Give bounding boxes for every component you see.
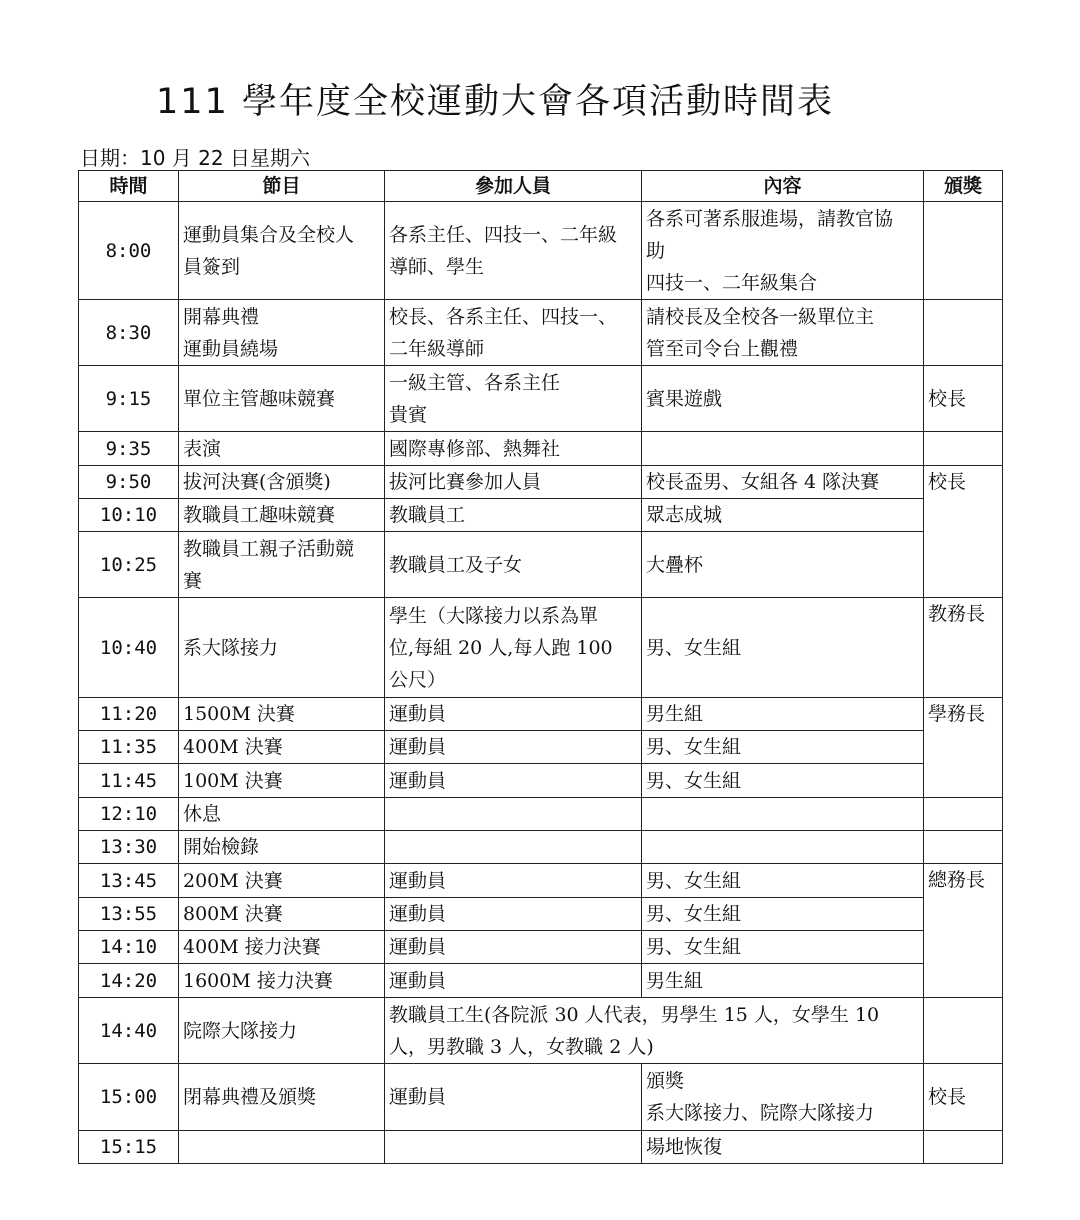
participants-cell xyxy=(385,300,642,366)
table-row xyxy=(79,831,1003,864)
award-cell: 總務長 xyxy=(924,864,1003,998)
participants-line: 各系主任、四技一、二年級 xyxy=(389,223,618,246)
program-cell: 休息 xyxy=(179,798,385,831)
content-cell: 男、女生組 xyxy=(642,731,924,764)
program-line: 賽 xyxy=(183,569,203,592)
award-cell xyxy=(924,831,1003,864)
participants-content-cell xyxy=(385,998,924,1064)
participants-cell xyxy=(385,831,642,864)
event-date: 日期：10 月 22 日星期六 xyxy=(80,146,310,170)
table-row xyxy=(79,366,1003,432)
table-row xyxy=(79,998,1003,1064)
program-cell xyxy=(179,532,385,598)
time-cell: 13:55 xyxy=(79,898,179,931)
participants-cell: 教職員工及子女 xyxy=(385,532,642,598)
participants-line: 人，男教職 3 人，女教職 2 人) xyxy=(389,1035,654,1058)
participants-cell: 運動員 xyxy=(385,864,642,898)
participants-line: 貴賓 xyxy=(389,403,428,426)
program-cell xyxy=(179,202,385,300)
program-cell: 400M 決賽 xyxy=(179,731,385,764)
award-cell xyxy=(924,798,1003,831)
page-title: 111 學年度全校運動大會各項活動時間表 xyxy=(156,82,834,122)
content-cell: 男、女生組 xyxy=(642,931,924,964)
table-row xyxy=(79,898,1003,931)
time-cell: 11:45 xyxy=(79,764,179,798)
program-cell: 開始檢錄 xyxy=(179,831,385,864)
program-cell: 表演 xyxy=(179,432,385,466)
table-row xyxy=(79,466,1003,499)
award-cell: 學務長 xyxy=(924,698,1003,798)
participants-cell: 運動員 xyxy=(385,731,642,764)
participants-cell: 運動員 xyxy=(385,1064,642,1131)
time-cell: 10:10 xyxy=(79,499,179,532)
header-content: 內容 xyxy=(642,171,924,202)
time-cell: 9:35 xyxy=(79,432,179,466)
table-row xyxy=(79,1131,1003,1164)
program-cell: 閉幕典禮及頒獎 xyxy=(179,1064,385,1131)
content-cell: 男、女生組 xyxy=(642,764,924,798)
content-line: 管至司令台上觀禮 xyxy=(646,337,799,360)
time-cell: 10:25 xyxy=(79,532,179,598)
table-row xyxy=(79,598,1003,698)
award-cell xyxy=(924,998,1003,1064)
participants-cell xyxy=(385,366,642,432)
table-row xyxy=(79,202,1003,300)
program-line: 運動員集合及全校人 xyxy=(183,223,355,246)
participants-line: 校長、各系主任、四技一、 xyxy=(389,305,618,328)
participants-cell: 運動員 xyxy=(385,764,642,798)
content-line: 請校長及全校各一級單位主 xyxy=(646,305,875,328)
content-cell: 男、女生組 xyxy=(642,898,924,931)
program-line: 開幕典禮 xyxy=(183,305,260,328)
participants-cell: 教職員工 xyxy=(385,499,642,532)
table-row xyxy=(79,300,1003,366)
program-cell xyxy=(179,1131,385,1164)
time-cell: 14:40 xyxy=(79,998,179,1064)
content-cell xyxy=(642,432,924,466)
content-cell: 男生組 xyxy=(642,698,924,731)
program-line: 員簽到 xyxy=(183,255,241,278)
participants-cell: 運動員 xyxy=(385,898,642,931)
participants-cell: 運動員 xyxy=(385,964,642,998)
participants-cell: 國際專修部、熱舞社 xyxy=(385,432,642,466)
participants-line: 學生（大隊接力以系為單 xyxy=(389,604,599,627)
program-cell: 1600M 接力決賽 xyxy=(179,964,385,998)
participants-cell: 運動員 xyxy=(385,931,642,964)
time-cell: 11:35 xyxy=(79,731,179,764)
content-cell: 校長盃男、女組各 4 隊決賽 xyxy=(642,466,924,499)
award-cell: 校長 xyxy=(924,1064,1003,1131)
participants-cell xyxy=(385,1131,642,1164)
table-row xyxy=(79,931,1003,964)
participants-cell xyxy=(385,202,642,300)
time-cell: 8:00 xyxy=(79,202,179,300)
program-line: 運動員繞場 xyxy=(183,337,279,360)
award-cell xyxy=(924,1131,1003,1164)
table-row xyxy=(79,499,1003,532)
header-time: 時間 xyxy=(79,171,179,202)
table-row xyxy=(79,798,1003,831)
time-cell: 10:40 xyxy=(79,598,179,698)
program-cell: 200M 決賽 xyxy=(179,864,385,898)
header-participants: 參加人員 xyxy=(385,171,642,202)
content-cell: 場地恢復 xyxy=(642,1131,924,1164)
participants-line: 導師、學生 xyxy=(389,255,485,278)
table-row xyxy=(79,731,1003,764)
participants-cell: 拔河比賽參加人員 xyxy=(385,466,642,499)
award-cell xyxy=(924,432,1003,466)
header-program: 節目 xyxy=(179,171,385,202)
participants-line: 位,每組 20 人,每人跑 100 xyxy=(389,636,613,659)
program-cell: 院際大隊接力 xyxy=(179,998,385,1064)
table-row xyxy=(79,764,1003,798)
content-cell: 眾志成城 xyxy=(642,499,924,532)
content-cell xyxy=(642,1064,924,1131)
time-cell: 9:50 xyxy=(79,466,179,499)
table-row xyxy=(79,532,1003,598)
program-cell: 800M 決賽 xyxy=(179,898,385,931)
content-line: 頒獎 xyxy=(646,1070,685,1092)
table-row xyxy=(79,1064,1003,1131)
time-cell: 8:30 xyxy=(79,300,179,366)
time-cell: 9:15 xyxy=(79,366,179,432)
participants-cell: 運動員 xyxy=(385,698,642,731)
content-cell: 男、女生組 xyxy=(642,864,924,898)
program-cell: 400M 接力決賽 xyxy=(179,931,385,964)
content-cell: 大疊杯 xyxy=(642,532,924,598)
program-cell: 教職員工趣味競賽 xyxy=(179,499,385,532)
award-cell xyxy=(924,300,1003,366)
program-cell: 100M 決賽 xyxy=(179,764,385,798)
content-cell xyxy=(642,300,924,366)
program-cell xyxy=(179,300,385,366)
program-cell: 系大隊接力 xyxy=(179,598,385,698)
time-cell: 14:10 xyxy=(79,931,179,964)
table-row xyxy=(79,864,1003,898)
content-cell: 男、女生組 xyxy=(642,598,924,698)
content-line: 助 xyxy=(646,239,666,262)
header-award: 頒獎 xyxy=(924,171,1003,202)
participants-cell xyxy=(385,798,642,831)
time-cell: 13:30 xyxy=(79,831,179,864)
table-row xyxy=(79,432,1003,466)
program-line: 教職員工親子活動競 xyxy=(183,537,355,560)
award-cell xyxy=(924,202,1003,300)
time-cell: 15:15 xyxy=(79,1131,179,1164)
table-row xyxy=(79,698,1003,731)
content-line: 各系可著系服進場，請教官協 xyxy=(646,207,894,230)
content-cell: 男生組 xyxy=(642,964,924,998)
content-line: 系大隊接力、院際大隊接力 xyxy=(646,1102,875,1124)
award-cell: 校長 xyxy=(924,466,1003,598)
header-row xyxy=(79,171,1003,202)
program-cell: 拔河決賽(含頒獎) xyxy=(179,466,385,499)
program-cell: 單位主管趣味競賽 xyxy=(179,366,385,432)
program-cell: 1500M 決賽 xyxy=(179,698,385,731)
content-cell xyxy=(642,798,924,831)
participants-line: 教職員工生(各院派 30 人代表，男學生 15 人，女學生 10 xyxy=(389,1003,880,1026)
content-cell xyxy=(642,202,924,300)
time-cell: 11:20 xyxy=(79,698,179,731)
schedule-table xyxy=(78,170,1003,1164)
award-cell: 教務長 xyxy=(924,598,1003,698)
time-cell: 13:45 xyxy=(79,864,179,898)
participants-line: 一級主管、各系主任 xyxy=(389,371,561,394)
participants-cell xyxy=(385,598,642,698)
award-cell: 校長 xyxy=(924,366,1003,432)
participants-line: 二年級導師 xyxy=(389,337,485,360)
participants-line: 公尺） xyxy=(389,668,447,691)
time-cell: 12:10 xyxy=(79,798,179,831)
table-row xyxy=(79,964,1003,998)
time-cell: 14:20 xyxy=(79,964,179,998)
content-line: 四技一、二年級集合 xyxy=(646,271,818,294)
content-cell xyxy=(642,831,924,864)
content-cell: 賓果遊戲 xyxy=(642,366,924,432)
time-cell: 15:00 xyxy=(79,1064,179,1131)
